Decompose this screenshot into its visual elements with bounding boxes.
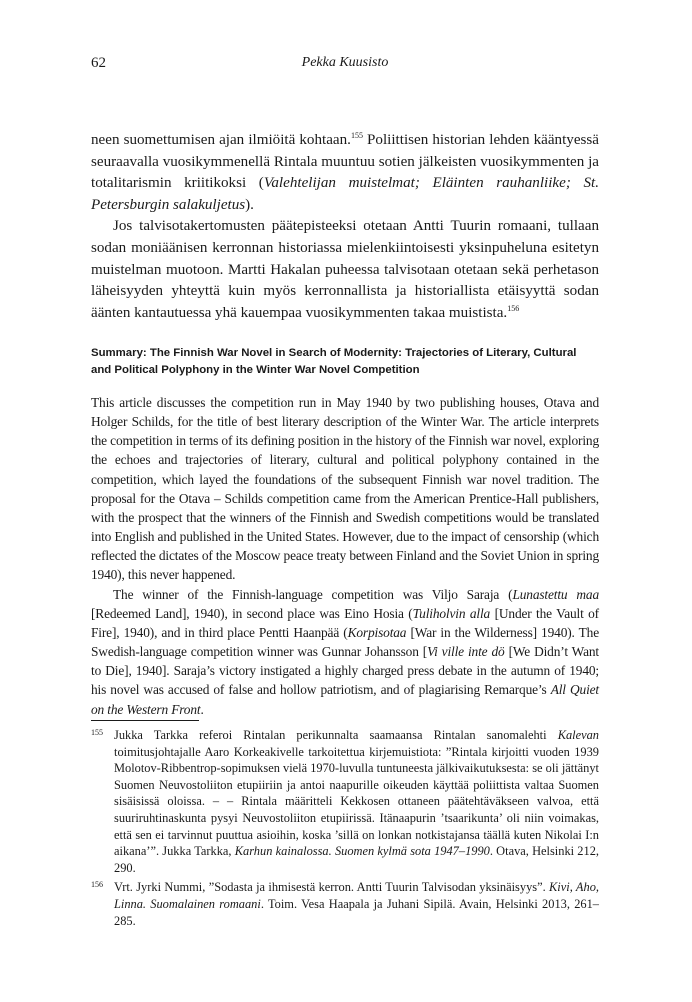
body-paragraph [91,130,599,216]
summary-text [91,393,599,719]
footnote-italic: Karhun kainalossa. Suomen kylmä sota 1947–1990 [234,844,490,859]
footnote-ref[interactable]: 155 [350,131,363,140]
book-title: Korpisotaa [347,624,407,640]
footnote-ref[interactable]: 156 [507,303,520,313]
body-text-run: neen suomettumisen ajan ilmiöitä kohtaan. [91,132,351,148]
book-title: Lunastettu maa [512,586,599,602]
summary-heading: Summary: The Finnish War Novel in Search of Modernity: Trajectories of Literary, Cultural and Political Polyphony in the Winter War Novel Competition [91,347,577,376]
footnote-italic: Kivi, Aho, Linna. Suomalainen romaani [114,880,599,911]
footnote-text-run: . Toim. Vesa Haapala ja Juhani Sipilä. Avain, Helsinki 2013, 261–285. [114,896,599,928]
footnote-number: 155 [91,728,103,737]
body-text [91,130,599,324]
book-title: Vi ville inte dö [427,644,505,660]
footnote-text-run: toimitusjohtajalle Aaro Korkeakivelle tarkoitettua kirjemuistiota: ”Rintala kirjoitti vuoden 1939 Molotov-Ribbentrop-sopimuksen vielä 1970-luvulla tuntuneesta jälkivaikutuksesta: se oli jättänyt Suomen Neuvostoliiton etupiiriin ja antoi naapurille oikeuden käyttää poliittista valtaa Suomen sisäisissä oloissa. – – Rintala määritteli Kekkosen ottaneen päätehtäväkseen valvoa, että suuriruhtinaskunta pysyi Neuvostoliiton etupiirissä. Itänaapurin ’tsaarikunta’ oli niin voimakas, että sen ei tarvinnut puuttua asioihin, koska ’sillä on lonkan notkistajansa täällä kuten Nikolai I:n aikana’”. Jukka Tarkka, [114,744,599,859]
footnote-divider [91,720,199,721]
footnote [91,727,599,876]
body-text-run: Jos talvisotakertomusten päätepisteeksi otetaan Antti Tuurin romaani, tullaan sodan moniäänisen kerronnan historiassa mielenkiintoisesti yksinpuheluna esitetyn muistelman muotoon. Martti Hakalan puheessa talvisotaan otetaan sekä perhetason läheisyyden yhteyttä kuin myös kerronnallista ja historiallista etäisyyttä sodan äänten kantautuessa yhä kauempaa vuosikymmenten takaa muistista. [91,218,599,321]
summary-text-run: [War in the Wilderness] 1940). The Swedish-language competition winner was Gunnar Johansson [ [91,624,599,660]
footnote-text-run: Jukka Tarkka referoi Rintalan perikunnalta saamaansa Rintalan sanomalehti [114,728,558,742]
page-number: 62 [91,55,106,71]
summary-text-run: The winner of the Finnish-language competition was Viljo Saraja ( [113,586,513,602]
summary-paragraph: This article discusses the competition run in May 1940 by two publishing houses, Otava and Holger Schilds, for the title of best literary description of the Winter War. The article interprets the competition in terms of its defining position in the history of the Finnish war novel, exploring the echoes and trajectories of literary, cultural and political polyphony contained in the competition, which layed the foundations of the subsequent Finnish war novel tradition. The proposal for the Otava – Schilds competition came from the American Prentice-Hall publishers, with the prospect that the winners of the Finnish and Swedish competitions would be translated into English and published in the United States. However, due to the impact of censorship (which reflected the dictates of the Moscow peace treaty between Finland and the Soviet Union in spring 1940), this never happened. [91,395,599,583]
summary-text-run: [Redeemed Land], 1940), in second place was Eino Hosia ( [91,605,413,621]
book-titles: Valehtelijan muistelmat; Eläinten rauhanliike; St. Petersburgin salakuljetus [91,175,600,213]
book-title: All Quiet on the Western Front [91,682,599,717]
summary-text-run: [We Didn’t Want to Die], 1940]. Saraja’s victory instigated a highly charged press debate in the autumn of 1940; his novel was accused of false and hollow patriotism, and of plagiarising Remarque’s [91,644,599,698]
book-title: Tuliholvin alla [412,605,491,621]
body-text-run: ). [245,196,254,213]
footnote-number: 156 [91,880,103,890]
running-head [91,55,599,75]
body-paragraph [91,216,599,324]
footnote-text-run: Vrt. Jyrki Nummi, ”Sodasta ja ihmisestä kerron. Antti Tuurin Talvisodan yksinäisyys”. [114,880,550,895]
summary-text-run: [Under the Vault of Fire], 1940), and in third place Pentti Haanpää ( [91,605,599,640]
running-title: Pekka Kuusisto [301,55,389,70]
summary-text-run: . [200,701,204,717]
body-text-run: Poliittisen historian lehden kääntyessä seuraavalla vuosikymmenellä Rintala muuntuu sotien jälkeisten vuosikymmenten ja totalitarismin kriitikoksi ( [91,132,599,192]
footnote-text-run: . Otava, Helsinki 212, 290. [114,844,599,875]
footnote [91,879,599,929]
footnote-italic: Kalevan [557,728,599,742]
summary-paragraph [91,585,599,719]
footnotes [91,727,599,932]
